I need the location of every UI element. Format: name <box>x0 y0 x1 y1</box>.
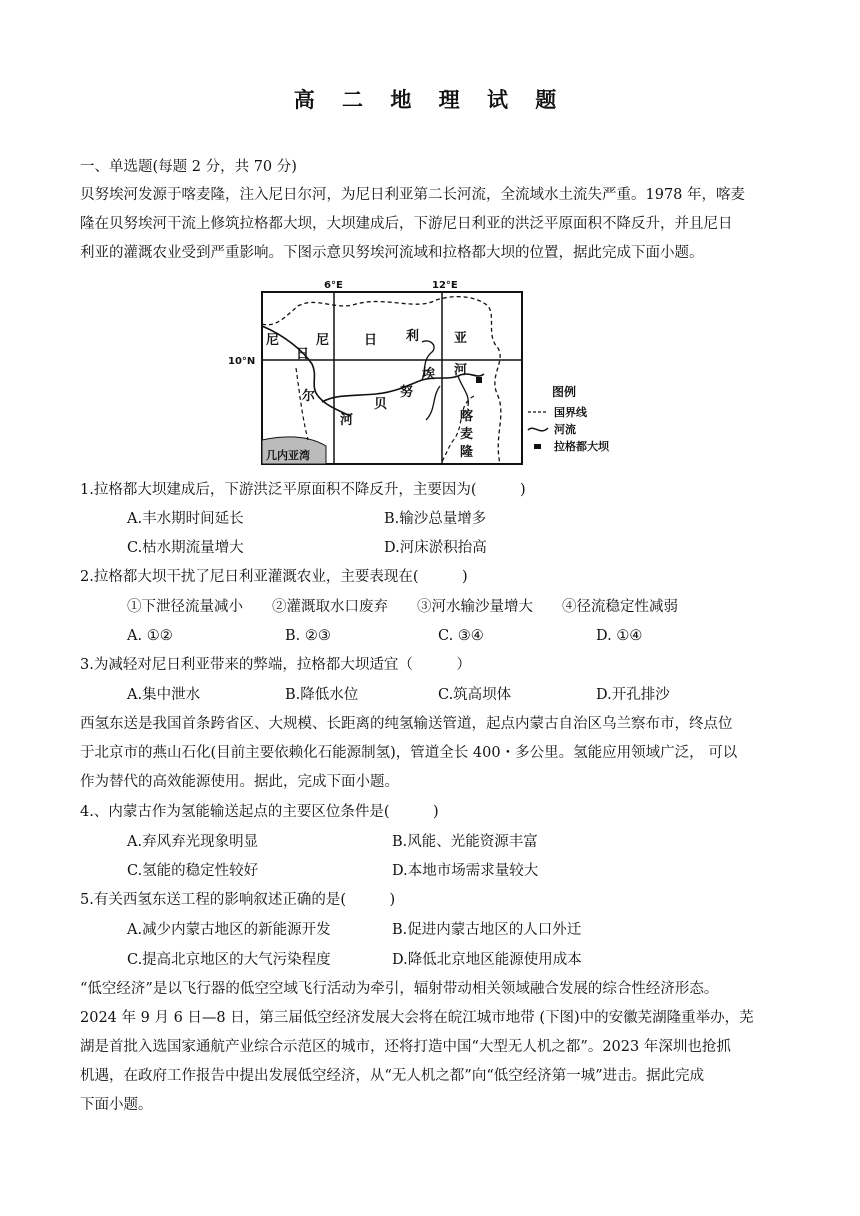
q3-stem: 3.为减轻对尼日利亚带来的弊端，拉格都大坝适宜（ ） <box>80 657 471 673</box>
passage3-line-3: 湖是首批入选国家通航产业综合示范区的城市，还将打造中国“大型无人机之都”。2023 年深圳也抢抓 <box>80 1039 731 1055</box>
q5-option-d: D.降低北京地区能源使用成本 <box>392 952 582 968</box>
q1-option-d: D.河床淤积抬高 <box>384 540 487 556</box>
q2-stem: 2.拉格都大坝干扰了尼日利亚灌溉农业，主要表现在( ) <box>80 569 468 585</box>
passage3-line-4: 机遇，在政府工作报告中提出发展低空经济，从“无人机之都”向“低空经济第一城”进击。据此完成 <box>80 1068 705 1084</box>
q4-stem: 4.、内蒙古作为氢能输送起点的主要区位条件是( ) <box>80 804 439 820</box>
map-label-he: 河 <box>340 413 354 428</box>
benue-river-map <box>226 276 638 468</box>
q3-option-c: C.筑高坝体 <box>438 687 512 703</box>
q2-option-b: B. ②③ <box>285 628 331 644</box>
q1-option-b: B.输沙总量增多 <box>384 511 487 527</box>
section-heading: 一、单选题(每题 2 分，共 70 分) <box>80 159 297 175</box>
q4-option-b: B.风能、光能资源丰富 <box>392 834 538 850</box>
q2-option-a: A. ①② <box>127 628 173 644</box>
map-label-ni: 尼 <box>266 333 280 348</box>
q4-option-d: D.本地市场需求量较大 <box>392 863 539 879</box>
q3-option-b: B.降低水位 <box>285 687 359 703</box>
q3-option-a: A.集中泄水 <box>127 687 201 703</box>
legend-river-symbol <box>528 428 548 431</box>
map-label-nigeria-2: 日 <box>364 333 378 348</box>
q5-stem: 5.有关西氢东送工程的影响叙述正确的是( ) <box>80 892 396 908</box>
passage3-line-1: “低空经济”是以飞行器的低空空域飞行活动为牵引，辐射带动相关领域融合发展的综合性经济形态。 <box>80 981 719 997</box>
passage2-line-1: 西氢东送是我国首条跨省区、大规模、长距离的纯氢输送管道，起点内蒙古自治区乌兰察布市，终点位 <box>80 716 733 732</box>
q5-option-c: C.提高北京地区的大气污染程度 <box>127 952 331 968</box>
q2-items: ①下泄径流量减小 ②灌溉取水口废弃 ③河水输沙量增大 ④径流稳定性减弱 <box>127 599 678 615</box>
map-label-benue-1: 贝 <box>374 397 388 412</box>
page-title: 高 二 地 理 试 题 <box>293 88 567 112</box>
map-label-nigeria-3: 利 <box>406 329 420 344</box>
q5-option-b: B.促进内蒙古地区的人口外迁 <box>392 922 582 938</box>
map-label-nigeria-1: 尼 <box>316 333 330 348</box>
map-label-nigeria-4: 亚 <box>454 331 468 346</box>
map-label-cameroon-2: 麦 <box>460 427 474 442</box>
passage3-line-2: 2024 年 9 月 6 日—8 日，第三届低空经济发展大会将在皖江城市地带 (下图)中的安徽芜湖隆重举办，芜 <box>80 1010 754 1026</box>
q1-stem: 1.拉格都大坝建成后，下游洪泛平原面积不降反升，主要因为( ) <box>80 482 526 498</box>
legend-title: 图例 <box>552 385 577 399</box>
legend-dam-symbol <box>534 444 541 449</box>
passage1-line-2: 隆在贝努埃河干流上修筑拉格都大坝，大坝建成后，下游尼日利亚的洪泛平原面积不降反升，并且尼日 <box>80 216 733 232</box>
map-label-cameroon-1: 喀 <box>460 409 474 424</box>
q5-option-a: A.减少内蒙古地区的新能源开发 <box>127 922 331 938</box>
map-label-benue-4: 河 <box>454 363 468 378</box>
map-label-gulf: 几内亚湾 <box>266 449 310 462</box>
passage2-line-2: 于北京市的燕山石化(目前主要依赖化石能源制氢)，管道全长 400・多公里。氢能应用领域广泛， 可以 <box>80 745 738 761</box>
passage1-line-1: 贝努埃河发源于喀麦隆，注入尼日尔河，为尼日利亚第二长河流，全流域水土流失严重。1978 年，喀麦 <box>80 187 746 203</box>
q1-option-a: A.丰水期时间延长 <box>127 511 244 527</box>
q1-option-c: C.枯水期流量增大 <box>127 540 244 556</box>
map-label-benue-2: 努 <box>400 385 414 400</box>
map-label-benue-3: 埃 <box>422 367 436 382</box>
lon-6e-label: 6°E <box>324 280 343 291</box>
passage3-line-5: 下面小题。 <box>80 1097 153 1113</box>
legend-border-label: 国界线 <box>554 406 587 419</box>
q2-option-c: C. ③④ <box>438 628 484 644</box>
map-label-ri: 日 <box>296 347 310 362</box>
map-label-er: 尔 <box>302 389 316 404</box>
q2-option-d: D. ①④ <box>596 628 643 644</box>
q4-option-c: C.氢能的稳定性较好 <box>127 863 259 879</box>
map-label-cameroon-3: 隆 <box>460 445 474 460</box>
legend-river-label: 河流 <box>554 423 576 436</box>
legend-dam-label: 拉格都大坝 <box>554 440 609 453</box>
lat-10n-label: 10°N <box>228 356 256 367</box>
q4-option-a: A.弃风弃光现象明显 <box>127 834 259 850</box>
passage2-line-3: 作为替代的高效能源使用。据此，完成下面小题。 <box>80 774 399 790</box>
lon-12e-label: 12°E <box>432 280 458 291</box>
q3-option-d: D.开孔排沙 <box>596 687 670 703</box>
passage1-line-3: 利亚的灌溉农业受到严重影响。下图示意贝努埃河流域和拉格都大坝的位置，据此完成下面小题。 <box>80 245 704 261</box>
